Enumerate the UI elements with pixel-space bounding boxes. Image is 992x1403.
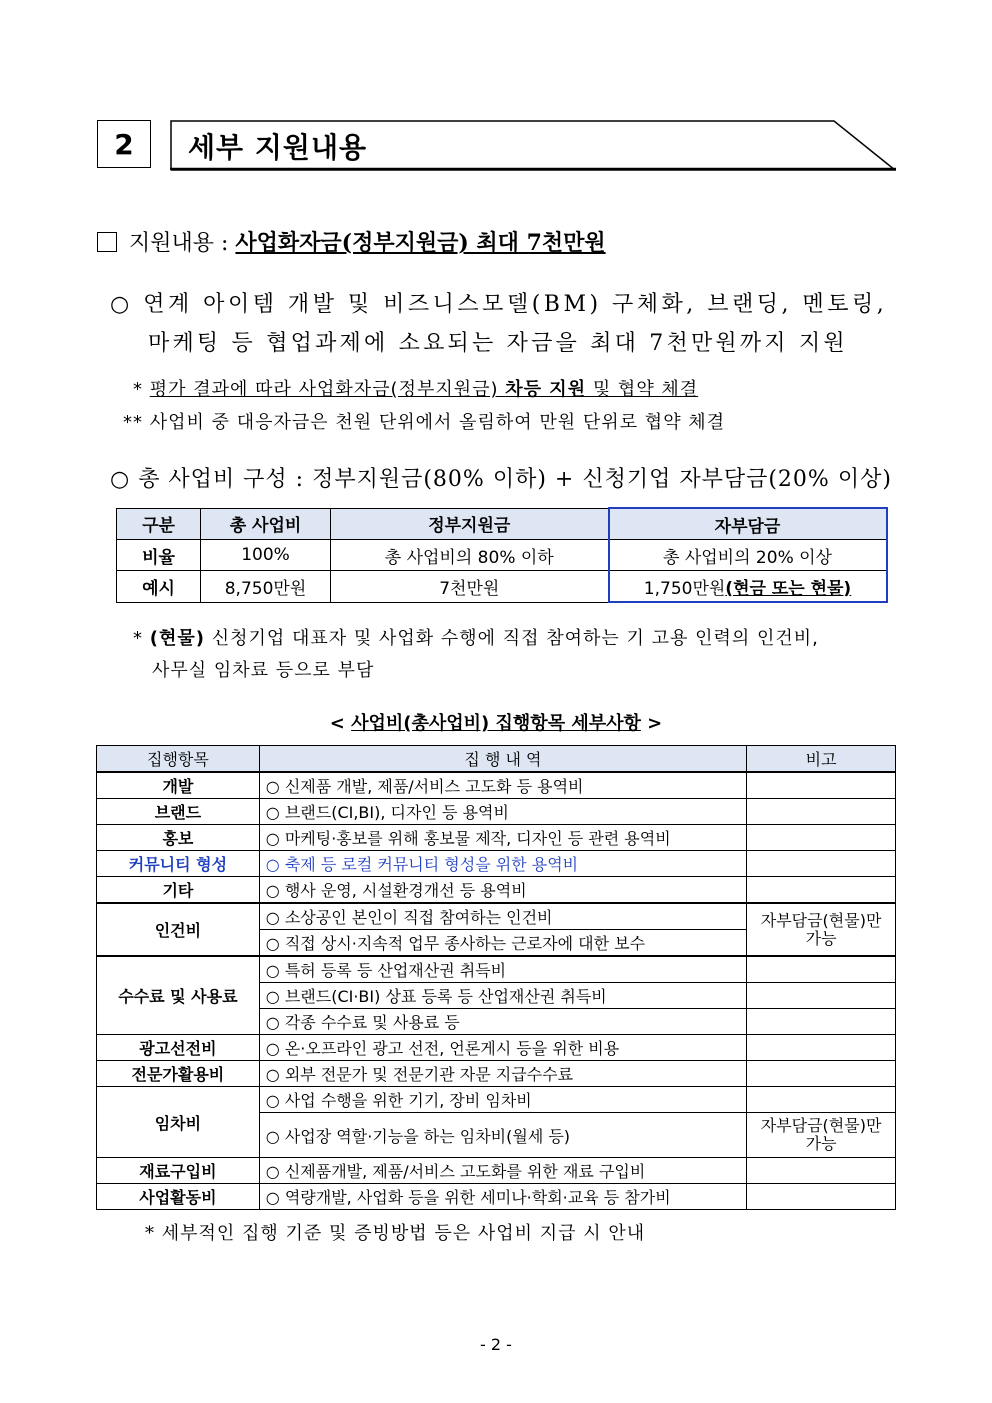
page-number: - 2 - — [480, 1335, 512, 1354]
table-row — [97, 825, 896, 851]
category-cell: 사업활동비 — [97, 1184, 260, 1210]
category-cell: 전문가활용비 — [97, 1061, 260, 1087]
category-cell: 인건비 — [97, 903, 260, 956]
paragraph-2: ○ 총 사업비 구성 : 정부지원금(80% 이하) + 신청기업 자부담금(20% 이상) — [110, 467, 892, 492]
detail-table — [96, 745, 896, 1210]
remark-cell — [747, 1087, 896, 1113]
category-cell: 임차비 — [97, 1087, 260, 1158]
ratio-example-amount: 1,750만원 — [643, 578, 726, 599]
remark-cell — [747, 825, 896, 851]
description-cell: ○ 브랜드(CI,BI), 디자인 등 용역비 — [259, 799, 746, 825]
table-row — [97, 1158, 896, 1184]
note-1-bold: 차등 지원 — [505, 379, 587, 400]
ratio-cell: 8,750만원 — [201, 571, 331, 603]
table-row — [97, 1184, 896, 1210]
detail-table-title — [0, 709, 992, 735]
table-row — [97, 1087, 896, 1113]
remark-cell — [747, 1184, 896, 1210]
ratio-table-header — [117, 508, 887, 540]
remark-cell — [747, 877, 896, 904]
support-value: 사업화자금(정부지원금) 최대 7천만원 — [235, 230, 606, 256]
description-cell: ○ 외부 전문가 및 전문기관 자문 지급수수료 — [259, 1061, 746, 1087]
remark-cell — [747, 851, 896, 877]
ratio-cell: 비율 — [117, 540, 201, 571]
description-cell: ○ 신제품개발, 제품/서비스 고도화를 위한 재료 구입비 — [259, 1158, 746, 1184]
note-1-underlined — [150, 379, 698, 400]
ratio-cell — [609, 571, 887, 603]
checkbox-square-icon — [97, 232, 117, 252]
description-cell: ○ 온·오프라인 광고 선전, 언론게시 등을 위한 비용 — [259, 1035, 746, 1061]
category-cell: 광고선전비 — [97, 1035, 260, 1061]
section-title-box — [170, 120, 896, 171]
table-row — [97, 903, 896, 930]
ratio-cell: 총 사업비의 20% 이상 — [609, 540, 887, 571]
remark-cell: 자부담금(현물)만 가능 — [747, 1113, 896, 1158]
ratio-example-note: (현금 또는 현물) — [725, 578, 852, 599]
table-row — [97, 851, 896, 877]
table-row — [97, 1035, 896, 1061]
detail-table-header — [97, 746, 896, 773]
remark-cell — [747, 1009, 896, 1035]
description-cell: ○ 소상공인 본인이 직접 참여하는 인건비 — [259, 903, 746, 930]
note-1-prefix: * — [133, 379, 150, 400]
description-cell: ○ 사업 수행을 위한 기기, 장비 임차비 — [259, 1087, 746, 1113]
ratio-table-row — [117, 540, 887, 571]
ratio-cell: 총 사업비의 80% 이하 — [331, 540, 609, 571]
category-cell: 커뮤니티 형성 — [97, 851, 260, 877]
table-row — [97, 799, 896, 825]
note-3-text: 신청기업 대표자 및 사업화 수행에 직접 참여하는 기 고용 인력의 인건비, — [204, 628, 819, 649]
remark-cell — [747, 799, 896, 825]
note-3-line-1 — [133, 624, 819, 650]
description-cell: ○ 신제품 개발, 제품/서비스 고도화 등 용역비 — [259, 772, 746, 799]
section-number: 2 — [97, 120, 151, 168]
support-heading — [97, 226, 606, 257]
note-1-part-a: 평가 결과에 따라 사업화자금(정부지원금) — [149, 379, 506, 400]
note-3-line-2: 사무실 임차료 등으로 부담 — [152, 660, 375, 681]
ratio-table — [116, 507, 888, 603]
ratio-header-cell: 구분 — [117, 508, 201, 540]
remark-cell — [747, 772, 896, 799]
detail-header-cell: 비고 — [747, 746, 896, 773]
note-3-bold: (현물) — [149, 628, 205, 649]
description-cell: ○ 축제 등 로컬 커뮤니티 형성을 위한 용역비 — [259, 851, 746, 877]
category-cell: 수수료 및 사용료 — [97, 956, 260, 1035]
ratio-header-cell: 정부지원금 — [331, 508, 609, 540]
description-cell: ○ 특허 등록 등 산업재산권 취득비 — [259, 956, 746, 983]
ratio-table-row — [117, 571, 887, 603]
remark-cell: 자부담금(현물)만 가능 — [747, 903, 896, 956]
table-row — [97, 1061, 896, 1087]
detail-title-right: > — [640, 713, 663, 734]
detail-title-main: 사업비(총사업비) 집행항목 세부사항 — [351, 713, 641, 734]
detail-title-left: < — [329, 713, 352, 734]
table-row — [97, 772, 896, 799]
note-1 — [133, 375, 698, 401]
ratio-header-cell: 총 사업비 — [201, 508, 331, 540]
detail-header-cell: 집 행 내 역 — [259, 746, 746, 773]
category-cell: 재료구입비 — [97, 1158, 260, 1184]
note-1-part-c: 및 협약 체결 — [586, 379, 699, 400]
table-row — [97, 956, 896, 983]
description-cell: ○ 각종 수수료 및 사용료 등 — [259, 1009, 746, 1035]
ratio-cell: 100% — [201, 540, 331, 571]
remark-cell — [747, 1035, 896, 1061]
section-title: 세부 지원내용 — [188, 131, 368, 164]
category-cell: 브랜드 — [97, 799, 260, 825]
remark-cell — [747, 983, 896, 1009]
description-cell: ○ 브랜드(CI·BI) 상표 등록 등 산업재산권 취득비 — [259, 983, 746, 1009]
remark-cell — [747, 1061, 896, 1087]
ratio-cell: 7천만원 — [331, 571, 609, 603]
description-cell: ○ 사업장 역할·기능을 하는 임차비(월세 등) — [259, 1113, 746, 1158]
note-2: ** 사업비 중 대응자금은 천원 단위에서 올림하여 만원 단위로 협약 체결 — [123, 412, 726, 433]
category-cell: 개발 — [97, 772, 260, 799]
ratio-cell: 예시 — [117, 571, 201, 603]
description-cell: ○ 직접 상시·지속적 업무 종사하는 근로자에 대한 보수 — [259, 930, 746, 957]
paragraph-1-line-1: ○ 연계 아이템 개발 및 비즈니스모델(BM) 구체화, 브랜딩, 멘토링, — [110, 292, 888, 317]
ratio-header-cell: 자부담금 — [609, 508, 887, 540]
detail-header-cell: 집행항목 — [97, 746, 260, 773]
remark-cell — [747, 1158, 896, 1184]
category-cell: 홍보 — [97, 825, 260, 851]
category-cell: 기타 — [97, 877, 260, 904]
description-cell: ○ 역량개발, 사업화 등을 위한 세미나·학회·교육 등 참가비 — [259, 1184, 746, 1210]
support-label: 지원내용 : — [129, 231, 236, 256]
remark-cell — [747, 956, 896, 983]
paragraph-1-line-2: 마케팅 등 협업과제에 소요되는 자금을 최대 7천만원까지 지원 — [148, 331, 848, 356]
table-row — [97, 877, 896, 904]
description-cell: ○ 행사 운영, 시설환경개선 등 용역비 — [259, 877, 746, 904]
note-3-prefix: * — [133, 628, 150, 649]
note-4: * 세부적인 집행 기준 및 증빙방법 등은 사업비 지급 시 안내 — [145, 1223, 646, 1244]
description-cell: ○ 마케팅·홍보를 위해 홍보물 제작, 디자인 등 관련 용역비 — [259, 825, 746, 851]
